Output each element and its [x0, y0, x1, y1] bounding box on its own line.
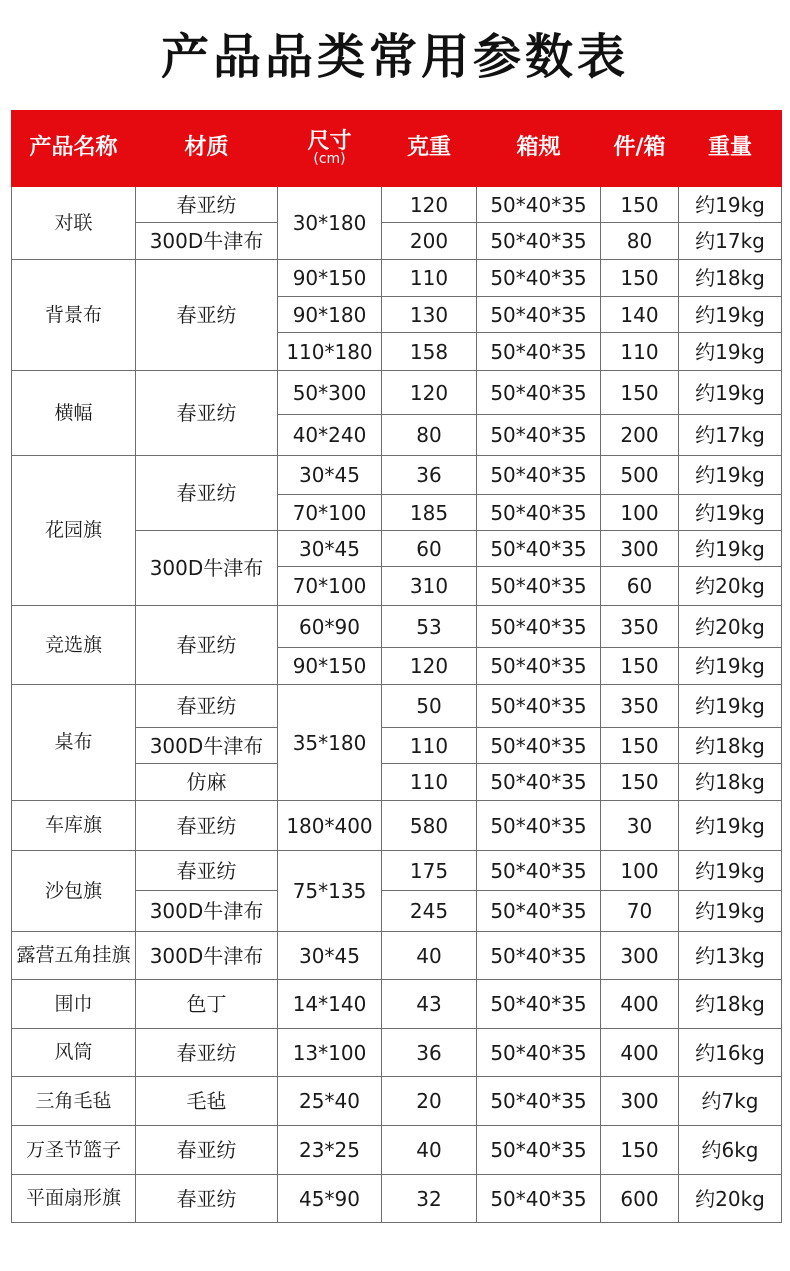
pcs-cell: 100 — [601, 851, 679, 891]
weight-cell: 约19kg — [679, 333, 782, 371]
gsm-cell: 80 — [382, 415, 477, 456]
table-row — [12, 980, 782, 1029]
box-cell: 50*40*35 — [477, 1029, 601, 1077]
size-cell: 40*240 — [278, 415, 382, 456]
product-cell: 露营五角挂旗 — [12, 932, 136, 980]
product-cell: 对联 — [12, 187, 136, 260]
size-cell: 110*180 — [278, 333, 382, 371]
weight-cell: 约19kg — [679, 187, 782, 223]
pcs-cell: 60 — [601, 567, 679, 606]
col-header-gsm: 克重 — [382, 111, 477, 187]
box-cell: 50*40*35 — [477, 891, 601, 932]
gsm-cell: 36 — [382, 1029, 477, 1077]
size-cell: 25*40 — [278, 1077, 382, 1126]
pcs-cell: 140 — [601, 297, 679, 333]
col-header-weight: 重量 — [679, 111, 782, 187]
size-cell: 60*90 — [278, 606, 382, 648]
product-cell: 三角毛毡 — [12, 1077, 136, 1126]
size-cell: 70*100 — [278, 495, 382, 531]
gsm-cell: 53 — [382, 606, 477, 648]
product-cell: 横幅 — [12, 371, 136, 456]
material-cell: 300D牛津布 — [136, 531, 278, 606]
weight-cell: 约19kg — [679, 851, 782, 891]
material-cell: 300D牛津布 — [136, 891, 278, 932]
box-cell: 50*40*35 — [477, 333, 601, 371]
gsm-cell: 110 — [382, 728, 477, 764]
box-cell: 50*40*35 — [477, 531, 601, 567]
box-cell: 50*40*35 — [477, 851, 601, 891]
material-cell: 300D牛津布 — [136, 728, 278, 764]
pcs-cell: 150 — [601, 728, 679, 764]
size-cell: 70*100 — [278, 567, 382, 606]
material-cell: 色丁 — [136, 980, 278, 1029]
gsm-cell: 110 — [382, 260, 477, 297]
product-cell: 竞选旗 — [12, 606, 136, 685]
weight-cell: 约7kg — [679, 1077, 782, 1126]
size-cell: 75*135 — [278, 851, 382, 932]
gsm-cell: 120 — [382, 648, 477, 685]
gsm-cell: 50 — [382, 685, 477, 728]
weight-cell: 约19kg — [679, 648, 782, 685]
weight-cell: 约17kg — [679, 415, 782, 456]
pcs-cell: 30 — [601, 801, 679, 851]
weight-cell: 约19kg — [679, 531, 782, 567]
pcs-cell: 100 — [601, 495, 679, 531]
box-cell: 50*40*35 — [477, 1175, 601, 1223]
material-cell: 春亚纺 — [136, 1126, 278, 1175]
gsm-cell: 36 — [382, 456, 477, 495]
weight-cell: 约19kg — [679, 371, 782, 415]
table-row — [12, 801, 782, 851]
col-header-product: 产品名称 — [12, 111, 136, 187]
gsm-cell: 580 — [382, 801, 477, 851]
pcs-cell: 300 — [601, 932, 679, 980]
box-cell: 50*40*35 — [477, 764, 601, 801]
weight-cell: 约18kg — [679, 764, 782, 801]
pcs-cell: 150 — [601, 187, 679, 223]
box-cell: 50*40*35 — [477, 685, 601, 728]
gsm-cell: 200 — [382, 223, 477, 260]
col-header-box: 箱规 — [477, 111, 601, 187]
material-cell: 春亚纺 — [136, 801, 278, 851]
page-title: 产品品类常用参数表 — [160, 29, 629, 85]
col-header-size — [278, 111, 382, 187]
weight-cell: 约17kg — [679, 223, 782, 260]
size-cell: 180*400 — [278, 801, 382, 851]
weight-cell: 约18kg — [679, 728, 782, 764]
pcs-cell: 150 — [601, 1126, 679, 1175]
table-row — [12, 685, 782, 728]
pcs-cell: 200 — [601, 415, 679, 456]
box-cell: 50*40*35 — [477, 606, 601, 648]
box-cell: 50*40*35 — [477, 223, 601, 260]
pcs-cell: 300 — [601, 531, 679, 567]
gsm-cell: 120 — [382, 187, 477, 223]
pcs-cell: 150 — [601, 371, 679, 415]
pcs-cell: 400 — [601, 1029, 679, 1077]
col-header-pcs: 件/箱 — [601, 111, 679, 187]
size-cell: 14*140 — [278, 980, 382, 1029]
size-cell: 30*180 — [278, 187, 382, 260]
table-row — [12, 1175, 782, 1223]
size-cell: 30*45 — [278, 456, 382, 495]
weight-cell: 约13kg — [679, 932, 782, 980]
box-cell: 50*40*35 — [477, 371, 601, 415]
table-row — [12, 932, 782, 980]
pcs-cell: 350 — [601, 606, 679, 648]
col-header-size-unit: (cm) — [313, 150, 346, 167]
weight-cell: 约19kg — [679, 891, 782, 932]
pcs-cell: 110 — [601, 333, 679, 371]
table-row — [12, 1077, 782, 1126]
weight-cell: 约19kg — [679, 685, 782, 728]
material-cell: 春亚纺 — [136, 1029, 278, 1077]
box-cell: 50*40*35 — [477, 728, 601, 764]
material-cell: 春亚纺 — [136, 260, 278, 371]
product-cell: 沙包旗 — [12, 851, 136, 932]
material-cell: 春亚纺 — [136, 685, 278, 728]
size-cell: 23*25 — [278, 1126, 382, 1175]
product-cell: 花园旗 — [12, 456, 136, 606]
material-cell: 春亚纺 — [136, 1175, 278, 1223]
box-cell: 50*40*35 — [477, 567, 601, 606]
gsm-cell: 175 — [382, 851, 477, 891]
material-cell: 春亚纺 — [136, 851, 278, 891]
size-cell: 30*45 — [278, 531, 382, 567]
gsm-cell: 32 — [382, 1175, 477, 1223]
gsm-cell: 120 — [382, 371, 477, 415]
product-cell: 桌布 — [12, 685, 136, 801]
pcs-cell: 150 — [601, 260, 679, 297]
weight-cell: 约20kg — [679, 567, 782, 606]
box-cell: 50*40*35 — [477, 648, 601, 685]
box-cell: 50*40*35 — [477, 187, 601, 223]
material-cell: 300D牛津布 — [136, 223, 278, 260]
gsm-cell: 310 — [382, 567, 477, 606]
table-row — [12, 187, 782, 223]
table-row — [12, 1029, 782, 1077]
size-cell: 30*45 — [278, 932, 382, 980]
box-cell: 50*40*35 — [477, 1077, 601, 1126]
size-cell: 35*180 — [278, 685, 382, 801]
size-cell: 90*150 — [278, 260, 382, 297]
pcs-cell: 70 — [601, 891, 679, 932]
weight-cell: 约18kg — [679, 980, 782, 1029]
pcs-cell: 400 — [601, 980, 679, 1029]
box-cell: 50*40*35 — [477, 1126, 601, 1175]
parameter-table — [11, 110, 782, 1223]
table-row — [12, 1126, 782, 1175]
pcs-cell: 80 — [601, 223, 679, 260]
box-cell: 50*40*35 — [477, 980, 601, 1029]
gsm-cell: 20 — [382, 1077, 477, 1126]
gsm-cell: 110 — [382, 764, 477, 801]
pcs-cell: 500 — [601, 456, 679, 495]
table-row — [12, 851, 782, 891]
pcs-cell: 150 — [601, 648, 679, 685]
weight-cell: 约18kg — [679, 260, 782, 297]
gsm-cell: 40 — [382, 932, 477, 980]
material-cell: 仿麻 — [136, 764, 278, 801]
box-cell: 50*40*35 — [477, 456, 601, 495]
product-cell: 车库旗 — [12, 801, 136, 851]
size-cell: 50*300 — [278, 371, 382, 415]
table-header-row — [12, 111, 782, 187]
gsm-cell: 40 — [382, 1126, 477, 1175]
material-cell: 毛毡 — [136, 1077, 278, 1126]
size-cell: 13*100 — [278, 1029, 382, 1077]
pcs-cell: 300 — [601, 1077, 679, 1126]
table-row — [12, 606, 782, 648]
weight-cell: 约19kg — [679, 495, 782, 531]
product-cell: 平面扇形旗 — [12, 1175, 136, 1223]
product-cell: 风筒 — [12, 1029, 136, 1077]
gsm-cell: 158 — [382, 333, 477, 371]
gsm-cell: 130 — [382, 297, 477, 333]
size-cell: 90*180 — [278, 297, 382, 333]
material-cell: 春亚纺 — [136, 187, 278, 223]
col-header-size-label: 尺寸 — [307, 128, 352, 154]
table-row — [12, 456, 782, 495]
weight-cell: 约16kg — [679, 1029, 782, 1077]
weight-cell: 约20kg — [679, 606, 782, 648]
size-cell: 45*90 — [278, 1175, 382, 1223]
table-row — [12, 260, 782, 297]
weight-cell: 约20kg — [679, 1175, 782, 1223]
product-cell: 围巾 — [12, 980, 136, 1029]
weight-cell: 约19kg — [679, 297, 782, 333]
pcs-cell: 350 — [601, 685, 679, 728]
material-cell: 春亚纺 — [136, 371, 278, 456]
gsm-cell: 185 — [382, 495, 477, 531]
size-cell: 90*150 — [278, 648, 382, 685]
pcs-cell: 150 — [601, 764, 679, 801]
gsm-cell: 60 — [382, 531, 477, 567]
box-cell: 50*40*35 — [477, 260, 601, 297]
box-cell: 50*40*35 — [477, 297, 601, 333]
weight-cell: 约19kg — [679, 801, 782, 851]
material-cell: 300D牛津布 — [136, 932, 278, 980]
pcs-cell: 600 — [601, 1175, 679, 1223]
gsm-cell: 43 — [382, 980, 477, 1029]
product-cell: 背景布 — [12, 260, 136, 371]
weight-cell: 约6kg — [679, 1126, 782, 1175]
product-cell: 万圣节篮子 — [12, 1126, 136, 1175]
box-cell: 50*40*35 — [477, 801, 601, 851]
material-cell: 春亚纺 — [136, 456, 278, 531]
box-cell: 50*40*35 — [477, 415, 601, 456]
box-cell: 50*40*35 — [477, 495, 601, 531]
material-cell: 春亚纺 — [136, 606, 278, 685]
box-cell: 50*40*35 — [477, 932, 601, 980]
table-row — [12, 371, 782, 415]
gsm-cell: 245 — [382, 891, 477, 932]
col-header-material: 材质 — [136, 111, 278, 187]
weight-cell: 约19kg — [679, 456, 782, 495]
